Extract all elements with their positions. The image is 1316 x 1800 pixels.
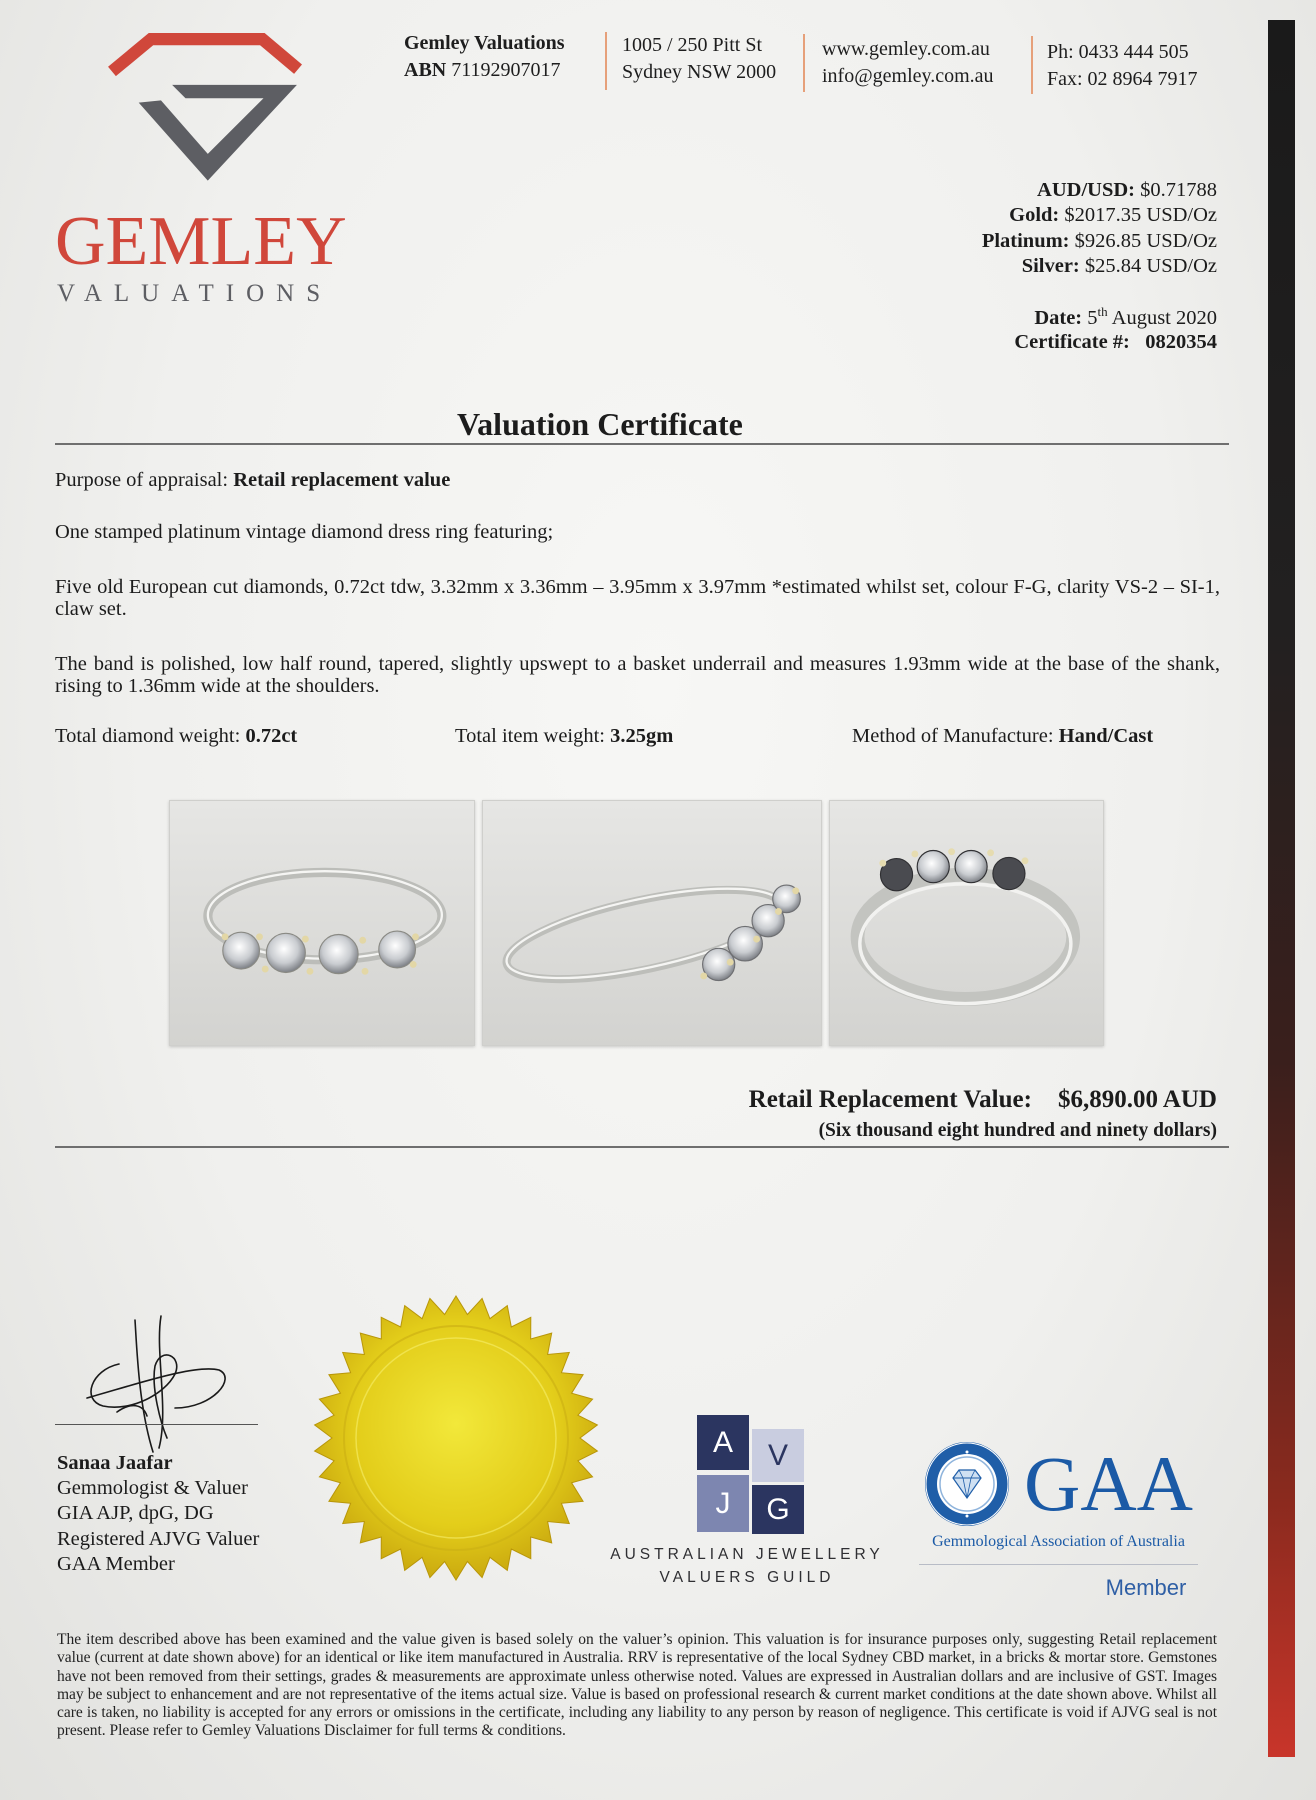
address-line-1: 1005 / 250 Pitt St — [622, 34, 763, 56]
valuer-signature — [57, 1312, 257, 1457]
certificate-label: Certificate #: — [1014, 331, 1130, 353]
website: www.gemley.com.au — [822, 38, 990, 60]
ajvg-name-line-2: VALUERS GUILD — [659, 1569, 835, 1586]
abn-number: 71192907017 — [451, 59, 561, 81]
purpose-label: Purpose of appraisal: — [55, 469, 229, 491]
date-day: 5 — [1087, 307, 1098, 329]
gaa-emblem-icon — [923, 1440, 1011, 1528]
valuer-registration: Registered AJVG Valuer — [57, 1527, 260, 1550]
ajvg-letter-g: G — [752, 1485, 804, 1534]
value-label: Retail Replacement Value: — [748, 1086, 1032, 1113]
gaa-rule — [919, 1564, 1198, 1565]
date-suffix: th — [1097, 304, 1108, 320]
ring-photo-front — [169, 800, 475, 1046]
date-rest: August 2020 — [1111, 307, 1217, 329]
address-block — [622, 32, 776, 86]
total-item-label: Total item weight: — [455, 725, 606, 747]
rate-label: Silver: — [1021, 254, 1080, 277]
rate-label: Platinum: — [981, 229, 1070, 252]
total-diamond-weight — [55, 724, 297, 748]
title-rule — [55, 443, 1229, 445]
ajvg-letter-j: J — [697, 1475, 749, 1532]
valuer-title: Gemmologist & Valuer — [57, 1477, 248, 1500]
header-separator — [1031, 36, 1033, 94]
ring-photo-back — [829, 800, 1104, 1046]
method-label: Method of Manufacture: — [852, 725, 1054, 747]
valuer-details — [57, 1451, 259, 1577]
disclaimer: The item described above has been examined and the value given is based solely on the valuer’s opinion. This valuation is for insurance purposes only, suggesting Retail replacement value (current at date shown above) for an identical or like item manufactured in Australia. RRV is representative of the local Sydney CBD market, in a bricks & mortar store. Gemstones have not been removed from their settings, grades & measurements are approximate unless otherwise noted. Values are expressed in Australian dollars and are inclusive of GST. Images may be subject to enhancement and are not representative of the items actual size. Value is based on professional research & current market conditions at the date shown above. Whilst all care is taken, no liability is accepted for any errors or omissions in the certificate, including any liability to any person by reason of negligence. This certificate is void if AJVG seal is not present. Please refer to Gemley Valuations Disclaimer for full terms & conditions. — [57, 1631, 1217, 1740]
rate-platinum — [982, 229, 1217, 254]
rate-value: $926.85 USD/Oz — [1074, 229, 1217, 252]
company-name: Gemley Valuations — [404, 32, 565, 54]
email: info@gemley.com.au — [822, 65, 994, 87]
retail-replacement-value — [749, 1084, 1217, 1116]
gaa-acronym: GAA — [1024, 1440, 1193, 1527]
company-block — [404, 30, 565, 84]
ajvg-seal-icon — [313, 1295, 599, 1581]
value-rule — [55, 1146, 1229, 1148]
fax: Fax: 02 8964 7917 — [1047, 68, 1198, 90]
description-band: The band is polished, low half round, tapered, slightly upswept to a basket underrail and measures 1.93mm wide at the base of the shank, rising to 1.36mm wide at the shoulders. — [55, 653, 1220, 697]
valuer-membership: GAA Member — [57, 1552, 175, 1575]
metal-rates — [982, 178, 1217, 279]
phone: Ph: 0433 444 505 — [1047, 41, 1189, 63]
date-label: Date: — [1034, 307, 1083, 329]
date-certificate-block — [1014, 306, 1217, 354]
rate-label: AUD/USD: — [1037, 179, 1135, 201]
brand-name: GEMLEY — [55, 203, 347, 280]
abn-line — [404, 57, 565, 84]
gaa-member-label: Member — [1105, 1575, 1187, 1600]
brand-subtitle: VALUATIONS — [57, 280, 333, 307]
valuer-qualifications: GIA AJP, dpG, DG — [57, 1502, 214, 1525]
header-separator — [803, 34, 805, 92]
description-intro: One stamped platinum vintage diamond dress ring featuring; — [55, 521, 554, 543]
rate-value: $0.71788 — [1140, 179, 1217, 201]
rate-value: $2017.35 USD/Oz — [1064, 204, 1217, 227]
method-of-manufacture — [852, 724, 1153, 748]
total-diamond-value: 0.72ct — [245, 725, 298, 747]
purpose-value: Retail replacement value — [233, 469, 451, 491]
purpose-line — [55, 469, 1220, 491]
gemley-diamond-logo-icon — [100, 28, 310, 184]
ring-photo-side — [482, 800, 822, 1046]
rate-gold — [982, 203, 1217, 228]
web-block — [822, 36, 994, 90]
method-value: Hand/Cast — [1058, 725, 1154, 747]
ajvg-letter-v: V — [752, 1429, 804, 1482]
page-title: Valuation Certificate — [457, 406, 743, 442]
abn-label: ABN — [404, 59, 447, 81]
ajvg-letter-a: A — [697, 1415, 749, 1470]
value-in-words: (Six thousand eight hundred and ninety dollars) — [818, 1120, 1217, 1141]
signature-line — [55, 1424, 258, 1425]
rate-value: $25.84 USD/Oz — [1084, 254, 1217, 277]
address-line-2: Sydney NSW 2000 — [622, 61, 777, 83]
phone-block — [1047, 39, 1198, 93]
rate-aud-usd — [982, 178, 1217, 203]
total-item-weight — [455, 724, 673, 748]
date-line — [1014, 306, 1217, 330]
rate-label: Gold: — [1009, 204, 1060, 227]
gaa-full-name: Gemmological Association of Australia — [932, 1533, 1185, 1550]
total-item-value: 3.25gm — [610, 725, 674, 747]
side-color-bar — [1268, 20, 1295, 1757]
rate-silver — [982, 254, 1217, 279]
ajvg-name-line-1: AUSTRALIAN JEWELLERY — [610, 1546, 884, 1563]
header-separator — [605, 32, 607, 90]
total-diamond-label: Total diamond weight: — [55, 725, 241, 747]
description-diamonds: Five old European cut diamonds, 0.72ct tdw, 3.32mm x 3.36mm – 3.95mm x 3.97mm *estimated whilst set, colour F-G, clarity VS-2 – SI-1, claw set. — [55, 576, 1220, 620]
certificate-line — [1014, 330, 1217, 354]
value-amount: $6,890.00 AUD — [1057, 1086, 1217, 1113]
certificate-number: 0820354 — [1145, 331, 1217, 353]
valuer-name: Sanaa Jaafar — [57, 1452, 173, 1474]
